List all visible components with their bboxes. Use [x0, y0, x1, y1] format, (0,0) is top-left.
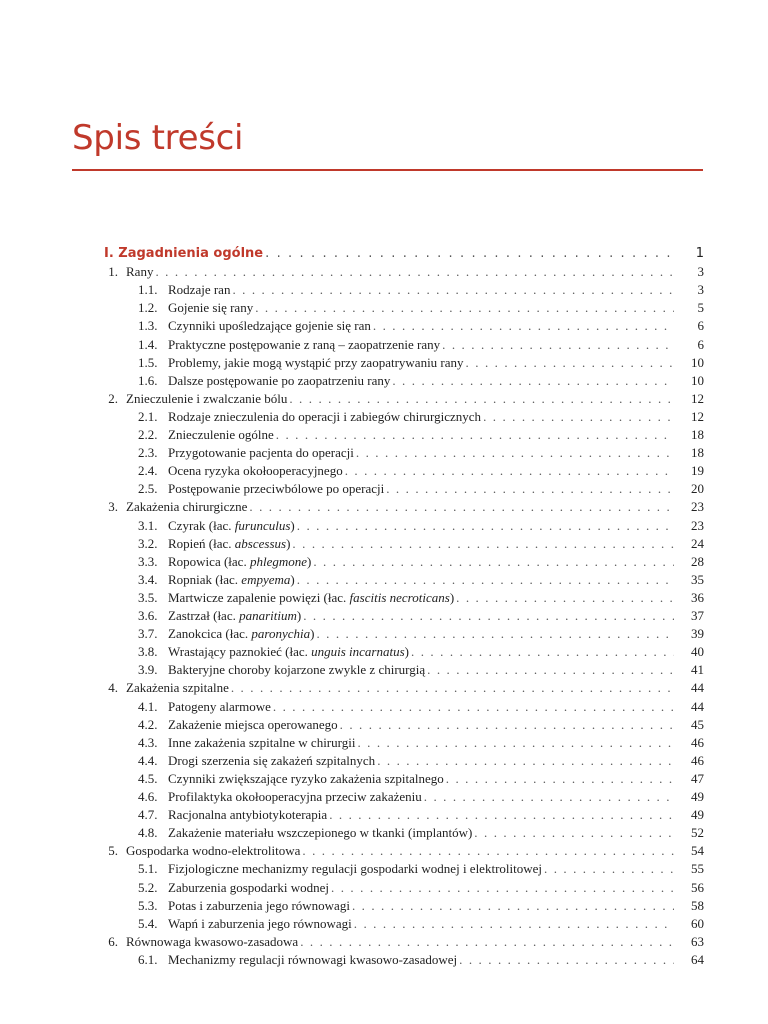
toc-entry-latin-term: fascitis necroticans [349, 589, 450, 605]
toc-entry-title: Martwicze zapalenie powięzi (łac. fascitis necroticans) [168, 589, 455, 605]
toc-entry-title: Ropniak (łac. empyema) [168, 571, 295, 587]
toc-section-entry[interactable] [138, 518, 704, 536]
toc-entry-latin-term: furunculus [234, 517, 291, 533]
toc-entry-title: Racjonalna antybiotykoterapia [168, 807, 328, 823]
toc-section-entry[interactable] [138, 318, 704, 336]
toc-entry-number: 4.3. [138, 734, 158, 750]
toc-entry-title: Czynniki upośledzające gojenie się ran [168, 318, 371, 334]
toc-chapter-entry[interactable] [92, 264, 704, 282]
toc-entry-title: Bakteryjne choroby kojarzone zwykle z chirurgią [168, 662, 426, 678]
toc-section-entry[interactable] [138, 898, 704, 916]
toc-entry-number: 6.1. [138, 951, 158, 967]
toc-page-number: 54 [691, 843, 704, 859]
toc-entry-number: 1. [108, 264, 118, 280]
toc-dot-leader [377, 753, 674, 769]
toc-entry-number: 4.5. [138, 770, 158, 786]
toc-entry-title: Równowaga kwasowo-zasadowa [126, 933, 299, 949]
toc-section-entry[interactable] [138, 952, 704, 970]
toc-entry-latin-term: phlegmone [249, 553, 307, 569]
toc-page-number: 45 [691, 716, 704, 732]
toc-dot-leader [411, 644, 674, 660]
toc-dot-leader [544, 861, 674, 877]
toc-entry-title: Fizjologiczne mechanizmy regulacji gospodarki wodnej i elektrolitowej [168, 861, 542, 877]
toc-page-number: 19 [691, 463, 704, 479]
toc-entry-number: 1.6. [138, 372, 158, 388]
toc-entry-number: 4.4. [138, 752, 158, 768]
toc-section-entry[interactable] [138, 644, 704, 662]
toc-entry-number: 5.1. [138, 861, 158, 877]
toc-entry-title: Postępowanie przeciwbólowe po operacji [168, 481, 385, 497]
toc-entry-title: Wrastający paznokieć (łac. unguis incarnatus) [168, 644, 410, 660]
toc-entry-number: 2.4. [138, 463, 158, 479]
toc-section-entry[interactable] [138, 300, 704, 318]
title-divider [72, 169, 703, 171]
toc-entry-number: 3.5. [138, 589, 158, 605]
toc-dot-leader [459, 952, 674, 968]
toc-page-number: 55 [691, 861, 704, 877]
toc-dot-leader [331, 880, 674, 896]
toc-dot-leader [356, 445, 674, 461]
toc-section-entry[interactable] [138, 717, 704, 735]
toc-page-number: 41 [691, 662, 704, 678]
toc-page-number: 6 [697, 336, 704, 352]
toc-page-number: 63 [691, 933, 704, 949]
toc-entry-number: 4. [108, 680, 118, 696]
toc-entry-number: 1.2. [138, 300, 158, 316]
toc-entry-title: Ocena ryzyka okołooperacyjnego [168, 463, 343, 479]
toc-dot-leader [329, 807, 674, 823]
toc-dot-leader [297, 572, 674, 588]
toc-entry-number: 4.6. [138, 789, 158, 804]
toc-entry-title: Ropowica (łac. phlegmone) [168, 553, 312, 569]
toc-page-number: 3 [697, 264, 704, 280]
toc-page-number: 58 [691, 897, 704, 913]
toc-dot-leader [357, 735, 674, 751]
toc-page-number: 23 [691, 517, 704, 533]
toc-entry-title: Patogeny alarmowe [168, 698, 271, 714]
toc-dot-leader [231, 680, 674, 696]
toc-entry-title: Czyrak (łac. furunculus) [168, 517, 295, 533]
toc-page-number: 12 [691, 390, 704, 406]
toc-entry-title: Zakażenia szpitalne [126, 680, 229, 696]
toc-entry-title: Gospodarka wodno-elektrolitowa [126, 843, 301, 859]
toc-dot-leader [474, 825, 674, 841]
toc-dot-leader [386, 481, 674, 497]
toc-dot-leader [232, 282, 674, 298]
toc-entry-title: Rany [126, 264, 154, 280]
toc-entry-number: 3. [108, 499, 118, 515]
toc-dot-leader [345, 463, 674, 479]
toc-chapter-entry[interactable] [92, 391, 704, 409]
toc-page-number: 44 [691, 698, 704, 714]
toc-entry-number: 4.1. [138, 698, 158, 714]
toc-dot-leader [265, 246, 674, 261]
toc-page-number: 64 [691, 951, 704, 967]
toc-section-entry[interactable] [138, 626, 704, 644]
page-title: Spis treści [72, 118, 244, 158]
toc-page-number: 47 [691, 770, 704, 786]
toc-section-entry[interactable] [138, 427, 704, 445]
toc-entry-latin-term: unguis incarnatus [311, 644, 405, 660]
toc-entry-number: 2.1. [138, 408, 158, 424]
toc-dot-leader [292, 536, 674, 552]
toc-entry-number: 6. [108, 933, 118, 949]
toc-entry-title: Rodzaje znieczulenia do operacji i zabiegów chirurgicznych [168, 408, 482, 424]
toc-dot-leader [373, 318, 674, 334]
toc-entry-title: Zastrzał (łac. panaritium) [168, 608, 302, 623]
toc-section-entry[interactable] [138, 807, 704, 825]
toc-dot-leader [352, 898, 674, 914]
toc-section-entry[interactable] [138, 771, 704, 789]
toc-page-number: 44 [691, 680, 704, 696]
toc-entry-title: Znieczulenie ogólne [168, 427, 274, 442]
toc-entry-number: 1.3. [138, 318, 158, 334]
toc-dot-leader [303, 608, 674, 624]
toc-entry-title: Znieczulenie i zwalczanie bólu [126, 390, 288, 406]
toc-entry-title: Praktyczne postępowanie z raną – zaopatrzenie rany [168, 336, 441, 352]
toc-page-number: 46 [691, 734, 704, 750]
toc-chapter-entry[interactable] [92, 680, 704, 698]
toc-page-number: 39 [691, 626, 704, 642]
toc-dot-leader [392, 373, 674, 389]
toc-entry-number: 2.3. [138, 445, 158, 461]
toc-entry-latin-term: paronychia [251, 626, 311, 642]
toc-entry-number: 5.4. [138, 915, 158, 931]
toc-entry-title: Zakażenie materiału wszczepionego w tkanki (implantów) [168, 825, 473, 841]
toc-entry-number: 2.5. [138, 481, 158, 497]
toc-part-entry[interactable] [104, 246, 704, 264]
toc-entry-title: Zakażenie miejsca operowanego [168, 716, 338, 732]
toc-entry-number: 1.1. [138, 282, 158, 298]
toc-page-number: 28 [691, 553, 704, 569]
toc-entry-latin-term: empyema [241, 571, 291, 587]
toc-entry-title: Zanokcica (łac. paronychia) [168, 626, 315, 642]
toc-entry-number: 2.2. [138, 427, 158, 442]
toc-entry-title: Czynniki zwiększające ryzyko zakażenia szpitalnego [168, 770, 444, 786]
toc-entry-number: 5.3. [138, 897, 158, 913]
toc-entry-number: 3.6. [138, 608, 158, 623]
toc-section-entry[interactable] [138, 337, 704, 355]
toc-dot-leader [424, 789, 674, 805]
toc-dot-leader [456, 590, 674, 606]
toc-section-entry[interactable] [138, 373, 704, 391]
toc-section-entry[interactable] [138, 789, 704, 807]
toc-section-entry[interactable] [138, 463, 704, 481]
toc-entry-title: Przygotowanie pacjenta do operacji [168, 445, 354, 461]
toc-dot-leader [446, 771, 674, 787]
toc-dot-leader [276, 427, 674, 443]
toc-section-entry[interactable] [138, 825, 704, 843]
toc-entry-number: 5.2. [138, 879, 158, 895]
toc-section-entry[interactable] [138, 445, 704, 463]
toc-page-number: 18 [691, 427, 704, 442]
toc-entry-number: 3.4. [138, 571, 158, 587]
toc-section-entry[interactable] [138, 699, 704, 717]
toc-section-entry[interactable] [138, 554, 704, 572]
toc-section-entry[interactable] [138, 282, 704, 300]
toc-entry-latin-term: abscessus [234, 535, 287, 551]
toc-entry-number: 3.8. [138, 644, 158, 660]
toc-entry-number: 3.1. [138, 517, 158, 533]
toc-entry-number: 4.7. [138, 807, 158, 823]
toc-page-number: 52 [691, 825, 704, 841]
toc-page-number: 36 [691, 589, 704, 605]
toc-entry-number: 1.4. [138, 336, 158, 352]
toc-entry-number: 3.9. [138, 662, 158, 678]
toc-entry-title: Wapń i zaburzenia jego równowagi [168, 915, 352, 931]
toc-chapter-entry[interactable] [92, 499, 704, 517]
toc-page-number: 24 [691, 535, 704, 551]
toc-page-number: 10 [691, 372, 704, 388]
toc-dot-leader [340, 717, 674, 733]
toc-page-number: 18 [691, 445, 704, 461]
toc-section-entry[interactable] [138, 608, 704, 626]
toc-section-entry[interactable] [138, 735, 704, 753]
toc-section-entry[interactable] [138, 409, 704, 427]
toc-entry-title: Zaburzenia gospodarki wodnej [168, 879, 330, 895]
toc-page-number: 6 [697, 318, 704, 334]
toc-dot-leader [427, 662, 674, 678]
toc-dot-leader [316, 626, 674, 642]
toc-page-number: 49 [691, 789, 704, 804]
toc-entry-number: 1.5. [138, 354, 158, 370]
toc-entry-number: 3.3. [138, 553, 158, 569]
toc-entry-title: Gojenie się rany [168, 300, 254, 316]
toc-entry-number: 4.2. [138, 716, 158, 732]
toc-entry-number: 2. [108, 390, 118, 406]
toc-page-number: 23 [691, 499, 704, 515]
toc-entry-title: Drogi szerzenia się zakażeń szpitalnych [168, 752, 376, 768]
toc-entry-number: 3.7. [138, 626, 158, 642]
toc-entry-title: I. Zagadnienia ogólne [104, 246, 264, 261]
toc-dot-leader [354, 916, 674, 932]
toc-dot-leader [313, 554, 674, 570]
toc-section-entry[interactable] [138, 880, 704, 898]
toc-entry-number: 4.8. [138, 825, 158, 841]
toc-page-number: 49 [691, 807, 704, 823]
toc-section-entry[interactable] [138, 861, 704, 879]
toc-chapter-entry[interactable] [92, 843, 704, 861]
toc-page-number: 56 [691, 879, 704, 895]
toc-dot-leader [255, 300, 674, 316]
toc-entry-latin-term: panaritium [239, 608, 297, 623]
toc-page-number: 40 [691, 644, 704, 660]
toc-dot-leader [302, 843, 674, 859]
toc-section-entry[interactable] [138, 572, 704, 590]
toc-dot-leader [297, 518, 674, 534]
toc-page-number: 5 [697, 300, 704, 316]
toc-entry-title: Profilaktyka okołooperacyjna przeciw zakażeniu [168, 789, 422, 804]
toc-section-entry[interactable] [138, 916, 704, 934]
toc-dot-leader [273, 699, 674, 715]
toc-dot-leader [483, 409, 674, 425]
toc-chapter-entry[interactable] [92, 934, 704, 952]
toc-dot-leader [300, 934, 674, 950]
toc-page-number: 3 [697, 282, 704, 298]
toc-dot-leader [289, 391, 674, 407]
toc-dot-leader [442, 337, 674, 353]
toc-entry-title: Mechanizmy regulacji równowagi kwasowo-zasadowej [168, 951, 458, 967]
toc-page-number: 35 [691, 571, 704, 587]
toc-section-entry[interactable] [138, 590, 704, 608]
toc-page-number: 12 [691, 408, 704, 424]
toc-entry-title: Zakażenia chirurgiczne [126, 499, 248, 515]
toc-section-entry[interactable] [138, 355, 704, 373]
toc-dot-leader [249, 499, 674, 515]
toc-page-number: 37 [691, 608, 704, 623]
toc-page-number: 20 [691, 481, 704, 497]
toc-entry-title: Potas i zaburzenia jego równowagi [168, 897, 350, 913]
toc-page-number: 1 [695, 246, 704, 261]
toc-section-entry[interactable] [138, 536, 704, 554]
toc-page-number: 10 [691, 354, 704, 370]
toc-entry-number: 3.2. [138, 535, 158, 551]
toc-page-number: 60 [691, 915, 704, 931]
toc-entry-title: Problemy, jakie mogą wystąpić przy zaopatrywaniu rany [168, 354, 464, 370]
toc-entry-number: 5. [108, 843, 118, 859]
toc-entry-title: Ropień (łac. abscessus) [168, 535, 291, 551]
toc-dot-leader [155, 264, 674, 280]
toc-section-entry[interactable] [138, 662, 704, 680]
toc-dot-leader [466, 355, 674, 371]
toc-page-number: 46 [691, 752, 704, 768]
toc-entry-title: Rodzaje ran [168, 282, 231, 298]
toc-section-entry[interactable] [138, 753, 704, 771]
toc-entry-title: Dalsze postępowanie po zaopatrzeniu rany [168, 372, 391, 388]
toc-section-entry[interactable] [138, 481, 704, 499]
toc-entry-title: Inne zakażenia szpitalne w chirurgii [168, 734, 356, 750]
